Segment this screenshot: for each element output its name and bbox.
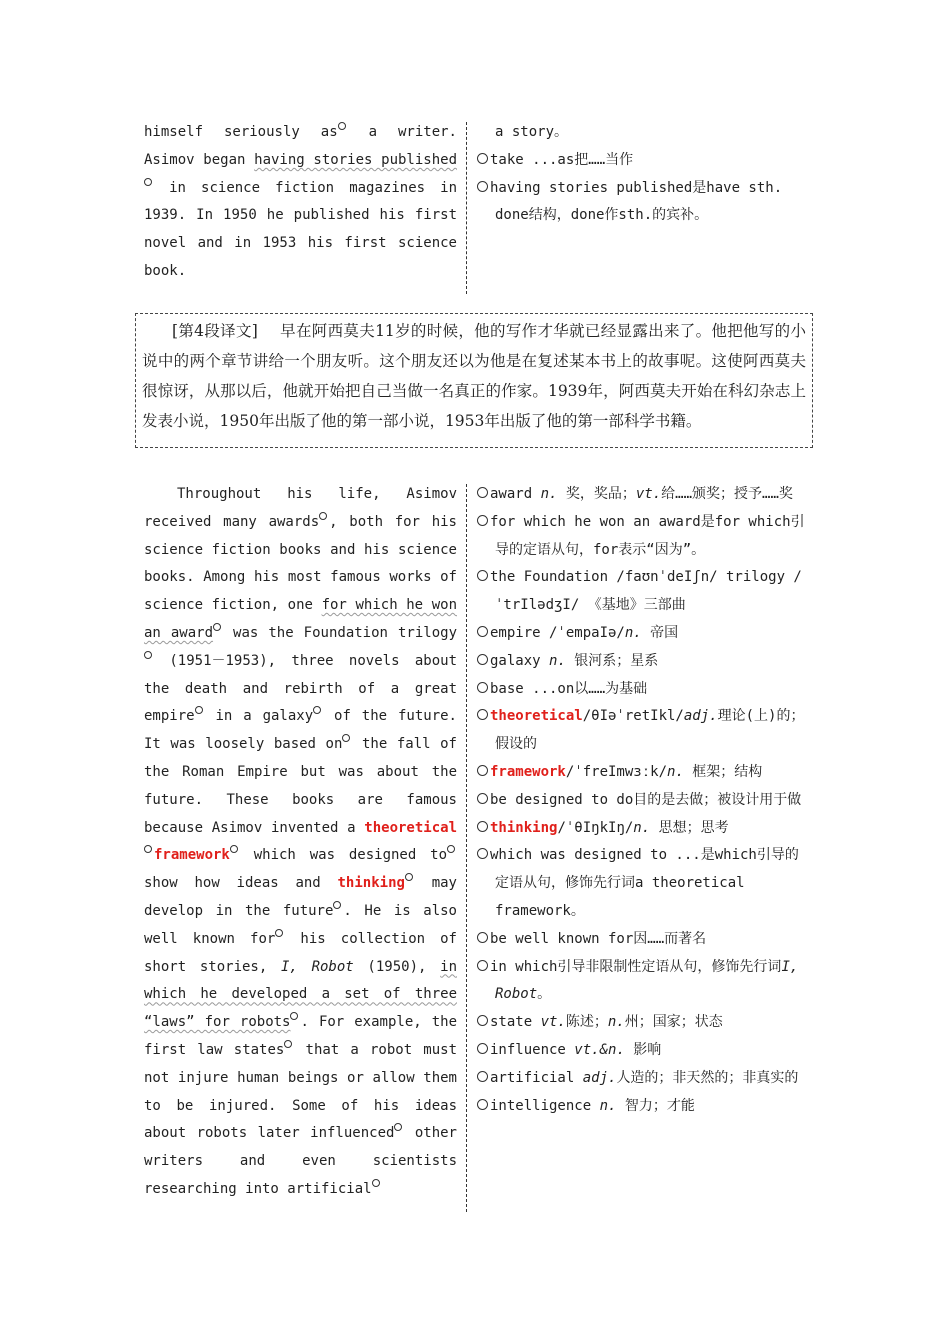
note-item <box>477 175 811 231</box>
note-rest: 。 <box>537 986 552 1003</box>
text-span: himself seriously as <box>144 124 338 140</box>
paragraph-3-notes <box>477 119 811 230</box>
note-item <box>477 787 811 815</box>
paragraph-5-english <box>144 481 457 1204</box>
note-head: /ˈθIŋkIŋ/ <box>557 819 634 836</box>
highlighted-word: theoretical <box>364 819 457 836</box>
note-item <box>477 620 811 648</box>
note-item <box>477 815 811 843</box>
text-span: a writer. Asimov began <box>144 124 457 168</box>
note-head: /ˈfreImwɜːk/ <box>565 763 668 780</box>
note-rest: 思想；思考 <box>650 819 729 836</box>
note-pos2: n. <box>607 1014 625 1031</box>
paragraph-5-notes <box>477 481 811 1120</box>
text-span: Throughout his life, Asimov received many awards <box>144 486 457 530</box>
note-marker-icon <box>342 734 350 742</box>
circle-bullet-icon <box>477 932 488 943</box>
note-head: for which he won an award是for which引导的定语从句，for表示“因为”。 <box>490 513 805 558</box>
note-rest2: 州；国家；状态 <box>624 1014 723 1031</box>
note-item <box>477 954 811 1010</box>
circle-bullet-icon <box>477 1099 488 1110</box>
translation-text: 早在阿西莫夫11岁的时候，他的写作才华就已经显露出来了。他把他写的小说中的两个章节讲给一个朋友听。这个朋友还以为他是在复述某本书上的故事呢。这使阿西莫夫很惊讶，从那以后，他就开始把自己当做一名真正的作家。1939年，阿西莫夫开始在科幻杂志上发表小说，1950年出版了他的第一部小说，1953年出版了他的第一部科学书籍。 <box>142 322 806 430</box>
note-marker-icon <box>405 873 413 881</box>
note-pos2: vt. <box>635 486 662 502</box>
note-item <box>477 676 811 704</box>
note-head: intelligence <box>490 1097 600 1114</box>
circle-bullet-icon <box>477 654 488 665</box>
circle-bullet-icon <box>477 960 488 971</box>
note-marker-icon <box>275 929 283 937</box>
note-head: artificial <box>490 1069 583 1086</box>
note-marker-icon <box>319 512 327 520</box>
text-span: , both for his science fiction books and his science books. Among his most famous works of science fiction, one <box>144 513 457 614</box>
note-item <box>477 481 811 509</box>
note-head: state <box>490 1014 541 1031</box>
note-marker-icon <box>284 1040 292 1048</box>
text-span: in a galaxy <box>204 708 314 725</box>
note-text: a story。 <box>495 124 569 140</box>
note-marker-icon <box>313 706 321 714</box>
note-marker-icon <box>447 845 455 853</box>
note-item <box>477 926 811 954</box>
circle-bullet-icon <box>477 765 488 776</box>
circle-bullet-icon <box>477 1071 488 1082</box>
note-item <box>477 564 811 620</box>
highlighted-word: framework <box>154 847 230 864</box>
text-span: show how ideas and <box>144 875 338 892</box>
note-rest2: 给……颁奖；授予……奖 <box>661 486 793 502</box>
circle-bullet-icon <box>477 570 488 581</box>
note-marker-icon <box>195 706 203 714</box>
note-pos: n. <box>667 763 684 780</box>
note-marker-icon <box>144 651 152 659</box>
text-span: . He is also well known for <box>144 902 457 947</box>
circle-bullet-icon <box>477 793 488 804</box>
note-pos: n. <box>599 1097 617 1114</box>
note-item <box>477 1009 811 1037</box>
note-item <box>477 703 811 759</box>
note-head: be designed to do目的是去做；被设计用于做 <box>490 791 802 808</box>
note-marker-icon <box>144 178 152 186</box>
note-item <box>477 1037 811 1065</box>
note-rest: 陈述； <box>565 1014 608 1031</box>
note-marker-icon <box>144 845 152 853</box>
note-head: galaxy <box>490 652 550 669</box>
text-span: (1950), <box>353 958 441 975</box>
paragraph-3-english <box>144 119 457 286</box>
note-pos: vt. <box>540 1014 566 1031</box>
note-marker-icon <box>230 845 238 853</box>
circle-bullet-icon <box>477 682 488 693</box>
note-item <box>477 759 811 787</box>
text-span: in science fiction magazines in 1939. In 1950 he published his first novel and in 1953 his first science book. <box>144 179 457 279</box>
note-marker-icon <box>338 122 346 130</box>
note-marker-icon <box>213 623 221 631</box>
note-rest: 帝国 <box>641 624 679 641</box>
note-pos: n. <box>549 652 566 669</box>
note-pos: adj. <box>683 708 718 725</box>
circle-bullet-icon <box>477 153 488 164</box>
circle-bullet-icon <box>477 626 488 637</box>
note-head: award <box>490 486 541 502</box>
circle-bullet-icon <box>477 821 488 832</box>
note-item <box>477 842 811 925</box>
translation-label: [第4段译文] <box>172 322 258 340</box>
note-item <box>477 1065 811 1093</box>
note-head: which was designed to ...是which引导的定语从句，修饰先行词a theoretical framework。 <box>490 847 799 919</box>
note-rest: 人造的；非天然的；非真实的 <box>616 1069 799 1086</box>
circle-bullet-icon <box>477 1043 488 1054</box>
note-rest: 智力；才能 <box>616 1097 695 1114</box>
circle-bullet-icon <box>477 487 488 498</box>
note-pos: vt.&n. <box>574 1041 625 1058</box>
note-italic: I, Robot <box>495 958 799 1003</box>
note-marker-icon <box>333 901 341 909</box>
note-red: framework <box>490 763 566 780</box>
note-head: /θIəˈretIkl/ <box>582 708 684 725</box>
note-rest: 理论(上)的；假设的 <box>495 708 805 753</box>
note-rest: 框架；结构 <box>683 763 763 780</box>
note-pos: n. <box>540 486 558 502</box>
text-span: other writers and even scientists researching into artificial <box>144 1125 457 1197</box>
note-pos: n. <box>633 819 651 836</box>
note-marker-icon <box>290 1012 298 1020</box>
text-span: that a robot must not injure human beings or allow them to be injured. Some of his ideas about robots later influenced <box>144 1041 458 1142</box>
circle-bullet-icon <box>477 848 488 859</box>
text-span: his collection of short stories, <box>144 930 457 975</box>
note-head: empire /ˈempaIə/ <box>490 624 625 641</box>
note-pos: adj. <box>582 1069 617 1086</box>
note-pos: n. <box>624 624 642 641</box>
text-span: may develop in the future <box>144 875 457 919</box>
note-marker-icon <box>372 1179 380 1187</box>
circle-bullet-icon <box>477 1015 488 1026</box>
text-span: . For example, the first law states <box>144 1014 457 1058</box>
note-red: theoretical <box>490 708 583 725</box>
wavy-underlined-phrase: for which he won an award <box>144 597 457 641</box>
wavy-underlined-phrase: in which he developed a set of three “laws” for robots <box>144 958 457 1031</box>
note-head: base ...on以……为基础 <box>490 680 648 697</box>
note-item <box>477 119 811 147</box>
circle-bullet-icon <box>477 515 488 526</box>
note-rest: 奖，奖品； <box>557 486 636 502</box>
text-span: of the future. It was loosely based on <box>144 708 457 753</box>
italic-title: I, Robot <box>281 958 354 975</box>
note-item <box>477 1093 811 1121</box>
note-item <box>477 147 811 175</box>
note-head: in which引导非限制性定语从句，修饰先行词 <box>490 958 782 975</box>
note-red: thinking <box>490 819 558 836</box>
highlighted-word: thinking <box>337 875 405 892</box>
text-span: (1951－1953), three novels about the death and rebirth of a great empire <box>144 652 457 725</box>
translation-box <box>135 313 813 448</box>
text-span: was the Foundation trilogy <box>223 624 457 641</box>
note-marker-icon <box>394 1123 402 1131</box>
note-head: influence <box>490 1041 575 1058</box>
circle-bullet-icon <box>477 709 488 720</box>
note-item <box>477 509 811 565</box>
note-rest: 银河系；星系 <box>565 652 659 669</box>
note-rest: 影响 <box>624 1041 662 1058</box>
note-head: the Foundation /faʊnˈdeIʃn/ trilogy /ˈtrIlədʒI/ 《基地》三部曲 <box>490 569 802 614</box>
text-span: which was designed to <box>239 847 447 864</box>
circle-bullet-icon <box>477 181 488 192</box>
column-separator <box>466 122 467 294</box>
note-text: take ...as把……当作 <box>490 151 634 168</box>
text-span: the fall of the Roman Empire but was about the future. These books are famous because Asimov invented a <box>144 736 457 836</box>
note-text: having stories published是have sth. done结构，done作sth.的宾补。 <box>490 179 783 224</box>
note-item <box>477 648 811 676</box>
wavy-underlined-phrase: having stories published <box>254 151 457 168</box>
column-separator <box>466 484 467 1212</box>
note-head: be well known for因……而著名 <box>490 930 707 947</box>
